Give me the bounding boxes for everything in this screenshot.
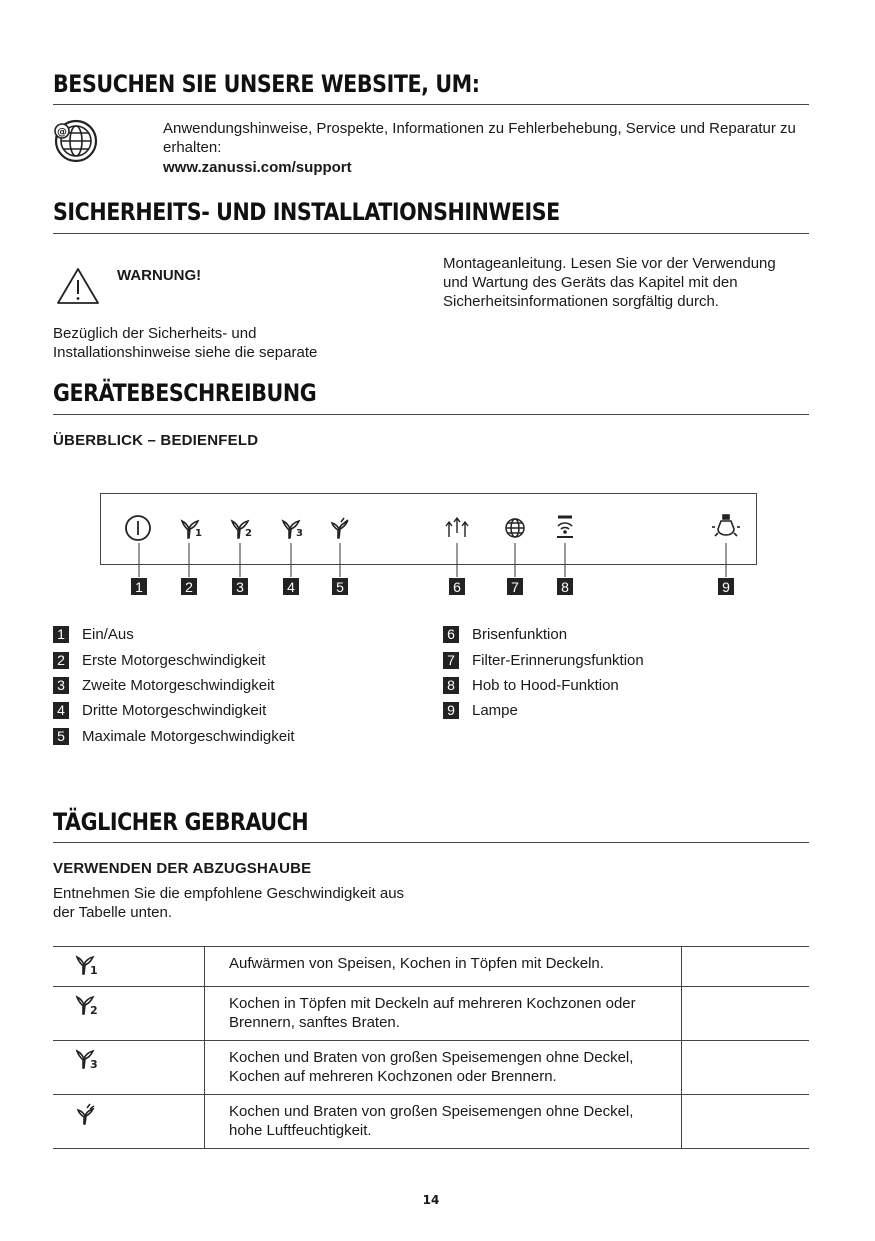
legend-number: 5 — [53, 728, 69, 745]
table-extra-cell — [682, 1041, 810, 1095]
svg-text:1: 1 — [195, 528, 202, 539]
legend-number: 1 — [53, 626, 69, 643]
legend-label: Zweite Motorgeschwindigkeit — [82, 677, 275, 694]
svg-text:@: @ — [57, 127, 67, 138]
daily-use-intro: Entnehmen Sie die empfohlene Geschwindigkeit aus der Tabelle unten. — [53, 885, 405, 921]
legend-number: 3 — [53, 677, 69, 694]
safety-right-text: Montageanleitung. Lesen Sie vor der Verwendung und Wartung des Geräts das Kapitel mit den Sicherheitsinformationen sorgfältig durch. — [443, 255, 776, 310]
safety-heading: SICHERHEITS- UND INSTALLATIONSHINWEISE — [53, 198, 560, 226]
support-link[interactable]: www.zanussi.com/support — [163, 159, 352, 176]
table-row — [53, 947, 809, 987]
page-number: 14 — [422, 1193, 440, 1207]
legend-number: 7 — [443, 652, 459, 669]
filter-reminder-icon[interactable] — [506, 519, 524, 537]
heading-rule — [53, 414, 809, 415]
table-icon-cell — [53, 1095, 205, 1149]
panel-number-3: 3 — [236, 579, 244, 595]
legend-label: Hob to Hood-Funktion — [472, 677, 619, 694]
legend-number: 6 — [443, 626, 459, 643]
svg-text:1: 1 — [90, 964, 98, 977]
website-text: Anwendungshinweise, Prospekte, Informationen zu Fehlerbehebung, Service und Reparatur zu erhalten: — [163, 120, 796, 156]
panel-number-9: 9 — [722, 579, 730, 595]
legend-label: Erste Motorgeschwindigkeit — [82, 652, 266, 669]
legend-label: Lampe — [472, 702, 518, 719]
legend-label: Dritte Motorgeschwindigkeit — [82, 702, 267, 719]
legend-number: 9 — [443, 702, 459, 719]
table-icon-cell — [53, 947, 205, 987]
control-panel-diagram — [100, 493, 760, 603]
table-icon-cell — [53, 987, 205, 1041]
hob-to-hood-icon[interactable] — [557, 517, 573, 537]
fan-max-icon[interactable] — [332, 518, 348, 538]
panel-number-6: 6 — [453, 579, 461, 595]
warning-triangle-icon — [56, 267, 100, 305]
legend-number: 2 — [53, 652, 69, 669]
legend-number: 4 — [53, 702, 69, 719]
table-extra-cell — [682, 987, 810, 1041]
svg-text:3: 3 — [296, 528, 303, 539]
legend-label: Brisenfunktion — [472, 626, 568, 643]
panel-subtitle: ÜBERBLICK – BEDIENFELD — [53, 432, 259, 449]
panel-number-4: 4 — [287, 579, 295, 595]
power-icon[interactable] — [126, 516, 150, 540]
panel-number-8: 8 — [561, 579, 569, 595]
warning-label: WARNUNG! — [117, 267, 202, 284]
table-row — [53, 1041, 809, 1095]
legend-label: Maximale Motorgeschwindigkeit — [82, 728, 295, 745]
panel-number-7: 7 — [511, 579, 519, 595]
fan-speed-3-icon — [75, 1049, 101, 1071]
table-text-cell: Kochen und Braten von großen Speisemengen ohne Deckel, hohe Luftfeuchtigkeit. — [205, 1095, 682, 1149]
fan-max-icon — [75, 1103, 101, 1125]
description-heading: GERÄTEBESCHREIBUNG — [53, 379, 317, 407]
table-extra-cell — [682, 947, 810, 987]
svg-text:3: 3 — [90, 1058, 98, 1071]
speed-table — [53, 946, 809, 1149]
fan-speed-2-icon[interactable] — [232, 521, 252, 539]
table-text-cell: Aufwärmen von Speisen, Kochen in Töpfen mit Deckeln. — [205, 947, 682, 987]
lamp-icon[interactable] — [712, 515, 740, 536]
daily-use-subtitle: VERWENDEN DER ABZUGSHAUBE — [53, 860, 312, 877]
legend-label: Ein/Aus — [82, 626, 134, 643]
breeze-icon[interactable] — [446, 518, 468, 537]
fan-speed-3-icon[interactable] — [283, 521, 303, 539]
svg-text:2: 2 — [245, 528, 252, 539]
table-text-cell: Kochen und Braten von großen Speisemengen ohne Deckel, Kochen auf mehreren Kochzonen oder Brennern. — [205, 1041, 682, 1095]
svg-text:2: 2 — [90, 1004, 98, 1017]
globe-at-icon — [51, 119, 99, 165]
table-text-cell: Kochen in Töpfen mit Deckeln auf mehreren Kochzonen oder Brennern, sanftes Braten. — [205, 987, 682, 1041]
table-extra-cell — [682, 1095, 810, 1149]
heading-rule — [53, 104, 809, 105]
website-heading: BESUCHEN SIE UNSERE WEBSITE, UM: — [53, 70, 480, 98]
panel-number-5: 5 — [336, 579, 344, 595]
heading-rule — [53, 842, 809, 843]
fan-speed-1-icon[interactable] — [182, 521, 202, 539]
heading-rule — [53, 233, 809, 234]
panel-number-2: 2 — [185, 579, 193, 595]
panel-number-1: 1 — [135, 579, 143, 595]
legend-number: 8 — [443, 677, 459, 694]
table-icon-cell — [53, 1041, 205, 1095]
fan-speed-1-icon — [75, 955, 101, 977]
fan-speed-2-icon — [75, 995, 101, 1017]
legend-label: Filter-Erinnerungsfunktion — [472, 652, 644, 669]
safety-left-text: Bezüglich der Sicherheits- und Installationshinweise siehe die separate — [53, 325, 318, 361]
table-row — [53, 987, 809, 1041]
table-row — [53, 1095, 809, 1149]
daily-use-heading: TÄGLICHER GEBRAUCH — [53, 808, 309, 836]
